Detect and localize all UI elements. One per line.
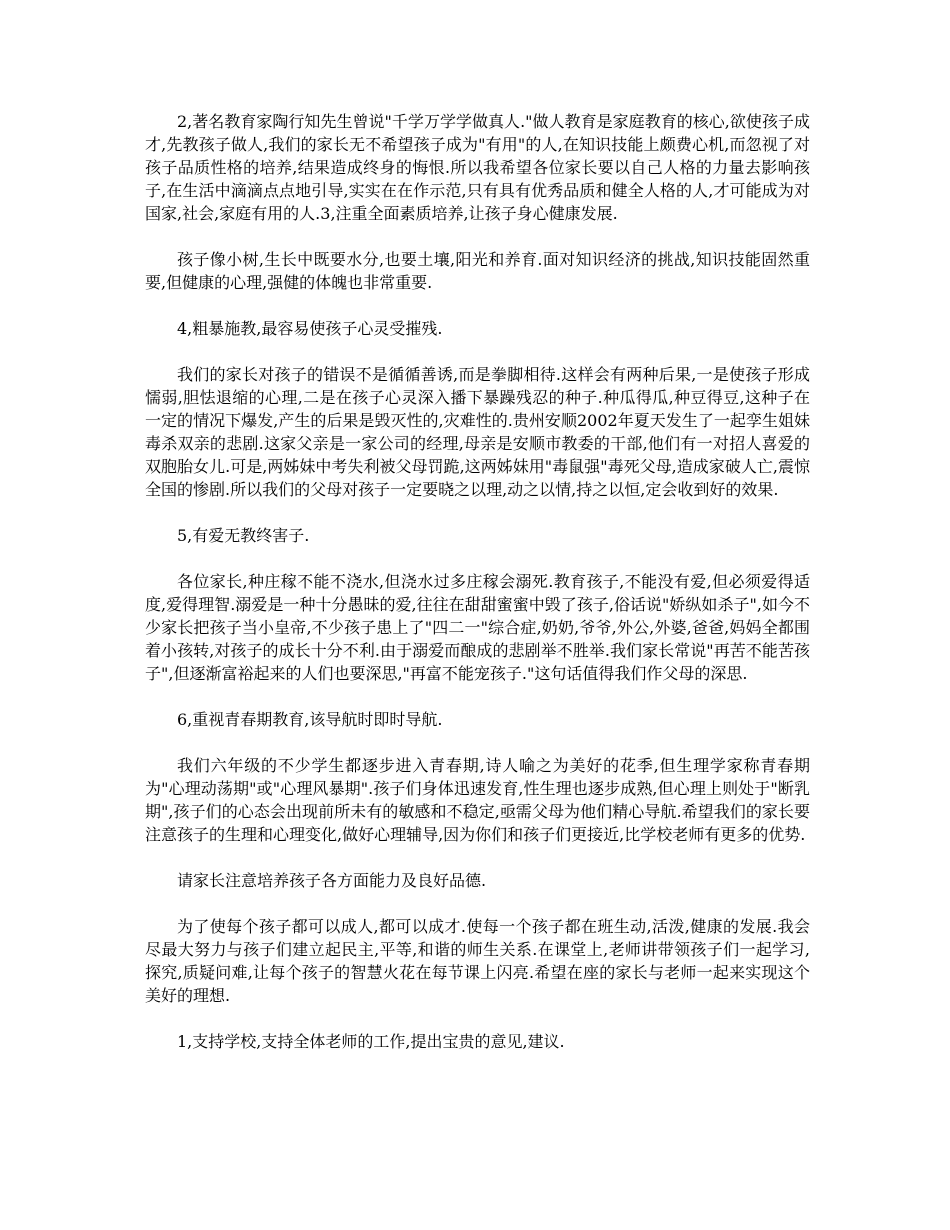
paragraph: 我们的家长对孩子的错误不是循循善诱,而是拳脚相待.这样会有两种后果,一是使孩子形成懦弱,胆怯退缩的心理,二是在孩子心灵深入播下暴躁残忍的种子.种瓜得瓜,种豆得豆,这种子在一定的情况下爆发,产生的后果是毁灭性的,灾难性的.贵州安顺2002年夏天发生了一起孪生姐妹毒杀双亲的悲剧.这家父亲是一家公司的经理,母亲是安顺市教委的干部,他们有一对招人喜爱的双胞胎女儿.可是,两姊妹中考失利被父母罚跪,这两姊妹用"毒鼠强"毒死父母,造成家破人亡,震惊全国的惨剧.所以我们的父母对孩子一定要晓之以理,动之以情,持之以恒,定会收到好的效果.: [145, 365, 810, 499]
paragraph: 孩子像小树,生长中既要水分,也要土壤,阳光和养育.面对知识经济的挑战,知识技能固然重要,但健康的心理,强健的体魄也非常重要.: [145, 250, 810, 292]
paragraph: 我们六年级的不少学生都逐步进入青春期,诗人喻之为美好的花季,但生理学家称青春期为"心理动荡期"或"心理风暴期".孩子们身体迅速发育,性生理也逐步成熟,但心理上则处于"断乳期",孩子们的心态会出现前所未有的敏感和不稳定,亟需父母为他们精心导航.希望我们的家长要注意孩子的生理和心理变化,做好心理辅导,因为你们和孩子们更接近,比学校老师有更多的优势.: [145, 756, 810, 844]
section-heading: 6,重视青春期教育,该导航时即时导航.: [177, 710, 443, 729]
section-heading: 4,粗暴施教,最容易使孩子心灵受摧残.: [177, 319, 443, 338]
section-heading: 5,有爱无教终害子.: [177, 526, 310, 545]
paragraph: 各位家长,种庄稼不能不浇水,但浇水过多庄稼会溺死.教育孩子,不能没有爱,但必须爱得适度,爱得理智.溺爱是一种十分愚昧的爱,往往在甜甜蜜蜜中毁了孩子,俗话说"娇纵如杀子",如今不少家长把孩子当小皇帝,不少孩子患上了"四二一"综合症,奶奶,爷爷,外公,外婆,爸爸,妈妈全都围着小孩转,对孩子的成长十分不利.由于溺爱而酿成的悲剧举不胜举.我们家长常说"再苦不能苦孩子",但逐渐富裕起来的人们也要深思,"再富不能宠孩子."这句话值得我们作父母的深思.: [145, 572, 810, 683]
paragraph: 2,著名教育家陶行知先生曾说"千学万学学做真人."做人教育是家庭教育的核心,欲使孩子成才,先教孩子做人,我们的家长无不希望孩子成为"有用"的人,在知识技能上颇费心机,而忽视了对孩子品质性格的培养,结果造成终身的悔恨.所以我希望各位家长要以自己人格的力量去影响孩子,在生活中滴滴点点地引导,实实在在作示范,只有具有优秀品质和健全人格的人,才可能成为对国家,社会,家庭有用的人.3,注重全面素质培养,让孩子身心健康发展.: [145, 112, 810, 223]
list-item: 1,支持学校,支持全体老师的工作,提出宝贵的意见,建议.: [177, 1032, 565, 1051]
paragraph: 为了使每个孩子都可以成人,都可以成才.使每一个孩子都在班生动,活泼,健康的发展.我会尽最大努力与孩子们建立起民主,平等,和谐的师生关系.在课堂上,老师讲带领孩子们一起学习,探究,质疑问难,让每个孩子的智慧火花在每节课上闪亮.希望在座的家长与老师一起来实现这个美好的理想.: [145, 917, 810, 1005]
document-body: [145, 110, 810, 1076]
section-heading: 请家长注意培养孩子各方面能力及良好品德.: [177, 871, 487, 890]
